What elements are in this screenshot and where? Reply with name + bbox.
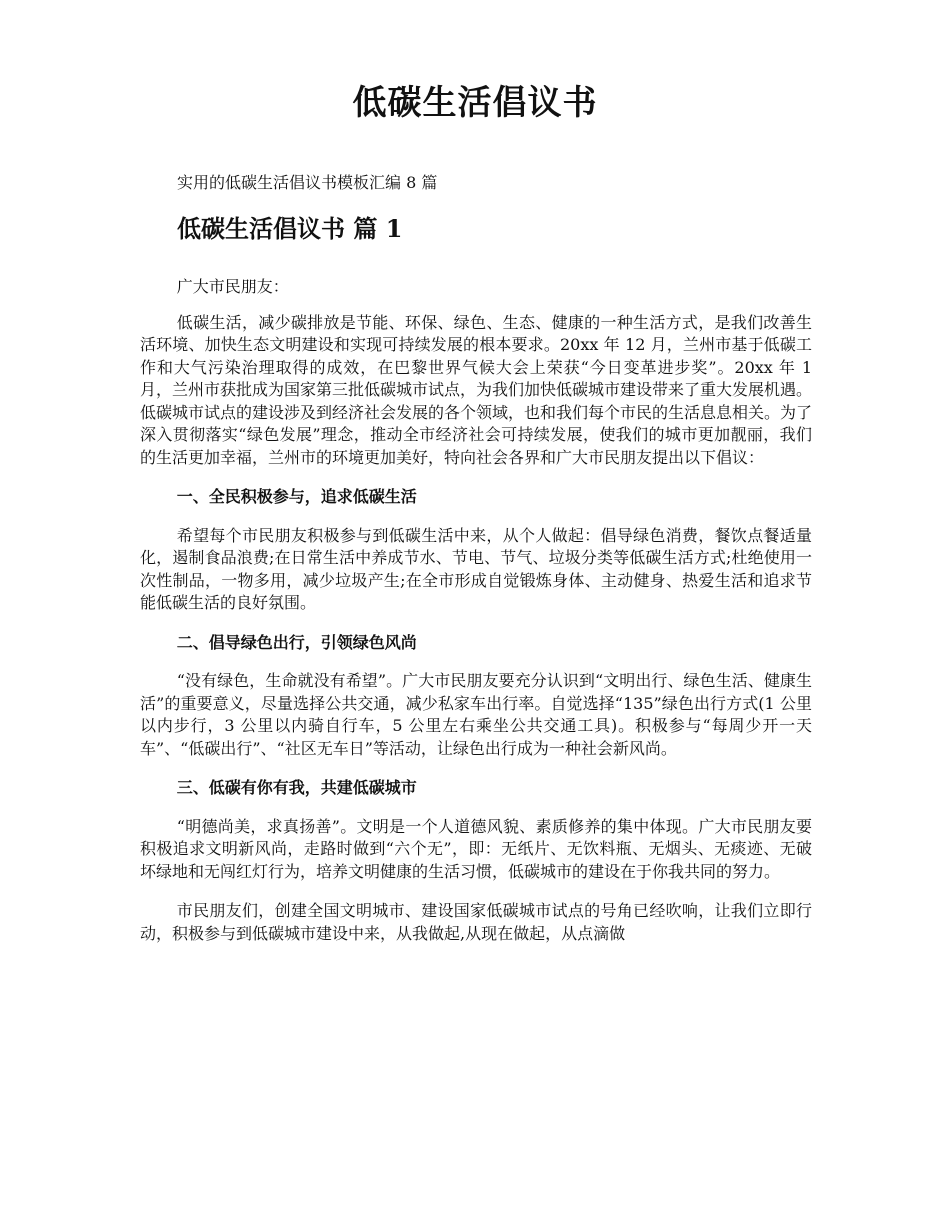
closing-paragraph: 市民朋友们，创建全国文明城市、建设国家低碳城市试点的号角已经吹响，让我们立即行动，积极参与到低碳城市建设中来，从我做起,从现在做起，从点滴做 bbox=[140, 901, 812, 943]
intro-paragraph: 低碳生活，减少碳排放是节能、环保、绿色、生态、健康的一种生活方式，是我们改善生活环境、加快生态文明建设和实现可持续发展的根本要求。20xx 年 12 月，兰州市基于低碳工作和大气污染治理取得的成效，在巴黎世界气候大会上荣获“今日变革进步奖”。20xx 年 1 月，兰州市获批成为国家第三批低碳城市试点，为我们加快低碳城市建设带来了重大发展机遇。低碳城市试点的建设涉及到经济社会发展的各个领域，也和我们每个市民的生活息息相关。为了深入贯彻落实“绿色发展”理念，推动全市经济社会可持续发展，使我们的城市更加靓丽，我们的生活更加幸福，兰州市的环境更加美好，特向社会各界和广大市民朋友提出以下倡议： bbox=[140, 312, 813, 467]
document-body bbox=[140, 276, 812, 962]
document-subtitle: 实用的低碳生活倡议书模板汇编 8 篇 bbox=[177, 173, 438, 192]
point-3-heading: 三、低碳有你有我，共建低碳城市 bbox=[176, 778, 417, 797]
point-1-paragraph: 希望每个市民朋友积极参与到低碳生活中来，从个人做起：倡导绿色消费，餐饮点餐适量化，遏制食品浪费;在日常生活中养成节水、节电、节气、垃圾分类等低碳生活方式;杜绝使用一次性制品，一物多用，减少垃圾产生;在全市形成自觉锻炼身体、主动健身、热爱生活和追求节能低碳生活的良好氛围。 bbox=[140, 525, 812, 612]
salutation: 广大市民朋友： bbox=[176, 277, 289, 296]
section-heading: 低碳生活倡议书 篇 1 bbox=[177, 214, 403, 243]
document-title: 低碳生活倡议书 bbox=[352, 83, 598, 123]
point-3-paragraph: “明德尚美，求真扬善”。文明是一个人道德风貌、素质修养的集中体现。广大市民朋友要积极追求文明新风尚，走路时做到“六个无”，即：无纸片、无饮料瓶、无烟头、无痰迹、无破坏绿地和无闯红灯行为，培养文明健康的生活习惯，低碳城市的建设在于你我共同的努力。 bbox=[140, 816, 812, 881]
point-2-paragraph: “没有绿色，生命就没有希望”。广大市民朋友要充分认识到“文明出行、绿色生活、健康生活”的重要意义，尽量选择公共交通，减少私家车出行率。自觉选择“135”绿色出行方式(1 公里以内步行，3 公里以内骑自行车，5 公里左右乘坐公共交通工具)。积极参与“每周少开一天车”、“低碳出行”、“社区无车日”等活动，让绿色出行成为一种社会新风尚。 bbox=[140, 671, 812, 758]
point-1-heading: 一、全民积极参与，追求低碳生活 bbox=[176, 487, 417, 506]
point-2-heading: 二、倡导绿色出行，引领绿色风尚 bbox=[176, 632, 417, 652]
